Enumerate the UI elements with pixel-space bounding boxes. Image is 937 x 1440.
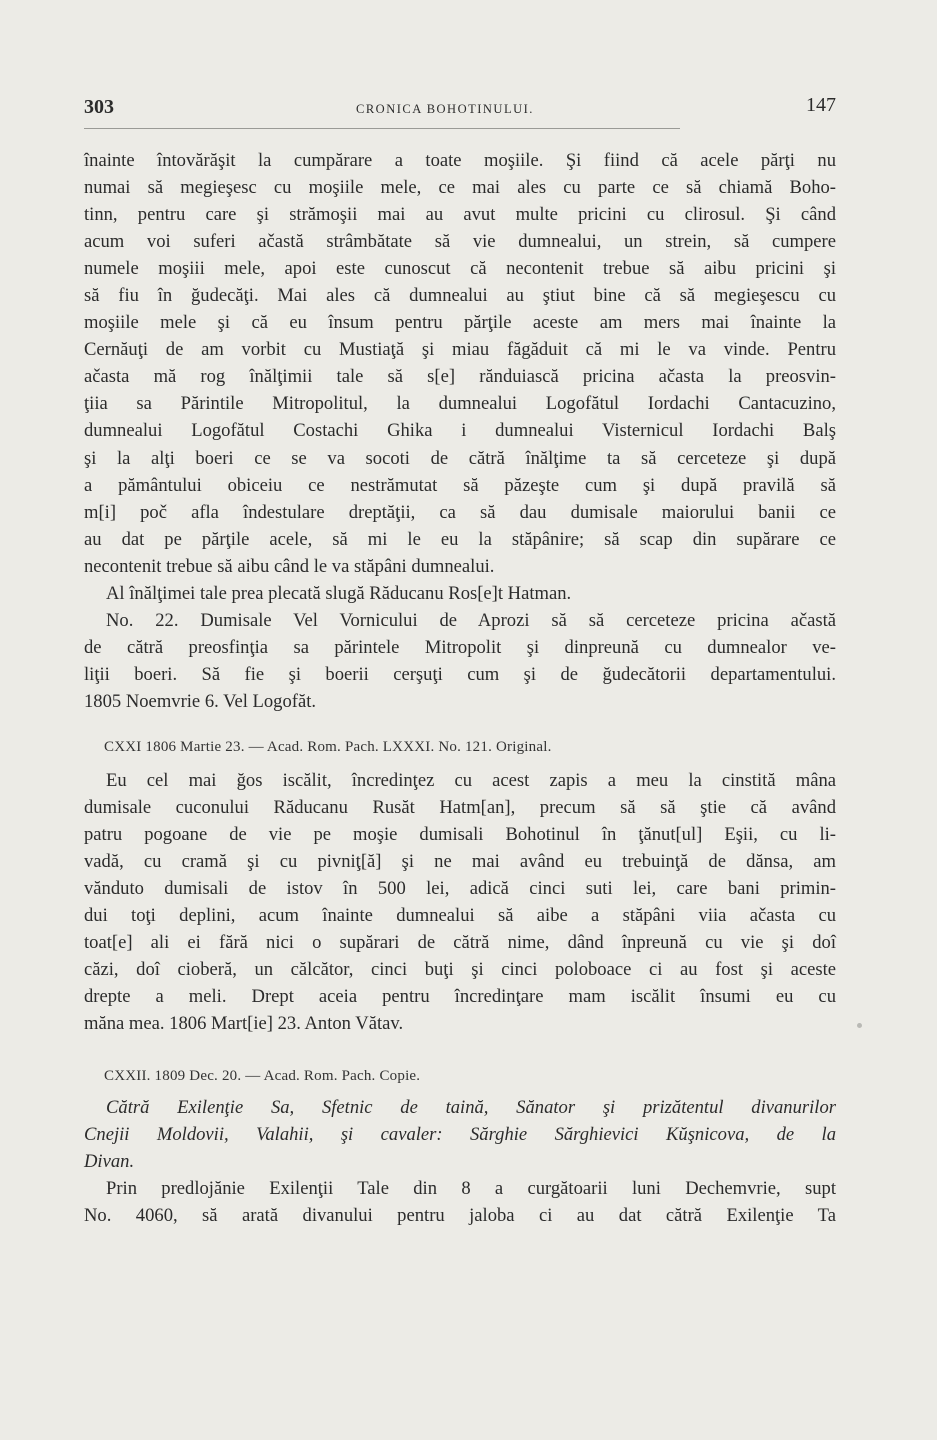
text-line: ačasta mă rog înălţimii tale să s[e] rănduiască pricina ačasta la preosvin- (84, 366, 836, 388)
text-line: dumnealui Logofătul Costachi Ghika i dumnealui Visternicul Iordachi Balş (84, 420, 836, 442)
text-line: No. 22. Dumisale Vel Vornicului de Aprozi să să cerceteze pricina ačastă (106, 609, 836, 631)
page-number: 147 (806, 94, 836, 116)
text-line: patru pogoane de vie pe moşie dumisali Bohotinul în ţănut[ul] Eşii, cu li- (84, 824, 836, 846)
document-cxxi-body (84, 767, 836, 1037)
text-line: vadă, cu cramă şi cu pivniţ[ă] şi ne mai având eu trebuinţă de dănsa, am (84, 851, 836, 873)
document-heading: CXXII. 1809 Dec. 20. — Acad. Rom. Pach. Copie. (104, 1068, 421, 1084)
text-line: dumisale cuconului Răducanu Rusăt Hatm[an], precum să să ştie că având (84, 797, 836, 819)
text-line: căzi, doî cioberă, un călcător, cinci buţi şi cinci poloboace ci au fost şi aceste (84, 959, 836, 981)
text-line: acum voi suferi ačastă strâmbătate să vie dumnealui, un strein, să cumpere (84, 231, 836, 253)
margin-speck (857, 1023, 862, 1028)
text-line: a pământului obiceiu ce nestrămutat să păzeşte cum şi după pravilă să (84, 474, 836, 496)
text-line: Eu cel mai ğos iscălit, încredinţez cu acest zapis a meu la cinstită mâna (106, 770, 836, 791)
text-line: măna mea. 1806 Mart[ie] 23. Anton Vătav. (84, 1013, 404, 1035)
document-cxxii-body (84, 1094, 836, 1229)
signature-line: Al înălţimei tale prea plecată slugă Răducanu Ros[e]t Hatman. (106, 582, 572, 604)
text-line: Cernăuţi de am vorbit cu Mustiaţă şi miau făgăduit că mi le va vinde. Pentru (84, 339, 836, 361)
text-line: 1805 Noemvrie 6. Vel Logofăt. (84, 690, 317, 712)
address-line: Cnejii Moldovii, Valahii, şi cavaler: Sărghie Sărghievici Kŭşnicova, de la (84, 1124, 836, 1146)
text-line: au dat pe părţile acele, să mi le eu la stăpânire; să scap din supărare ce (84, 528, 836, 550)
text-line: necontenit trebue să aibu când le va stăpâni dumnealui. (84, 555, 495, 577)
running-title: CRONICA BOHOTINULUI. (356, 102, 534, 116)
document-heading: CXXI 1806 Martie 23. — Acad. Rom. Pach. LXXXI. No. 121. Original. (104, 739, 552, 755)
text-line: tinn, pentru care şi strămoşii mai au avut multe pricini cu clirosul. Şi când (84, 204, 836, 226)
text-line: drepte a meli. Drept aceia pentru încredinţare mam iscălit însumi eu cu (84, 986, 836, 1008)
text-line: m[i] poč afla îndestulare dreptăţii, ca să dau dumisale maiorului banii ce (84, 501, 836, 523)
text-line: dui toţi deplini, acum înainte dumnealui să aibe a stăpâni viia ačasta cu (84, 905, 836, 927)
text-line: ţiia sa Părintile Mitropolitul, la dumnealui Logofătul Iordachi Cantacuzino, (84, 393, 836, 415)
text-line: şi la alţi boeri ce se va socoti de cătră înălţime ta să cerceteze şi după (84, 447, 836, 469)
text-line: numele moşiii mele, apoi este cunoscut că necontenit trebue să aibu pricini şi (84, 258, 836, 280)
text-line: Prin predlojănie Exilenţii Tale din 8 a curgătoarii luni Dechemvrie, supt (106, 1178, 836, 1200)
text-line: moşiile mele şi că eu însum pentru părţile aceste am mers mai înainte la (84, 312, 836, 334)
text-line: toat[e] ali ei fără nici o supărari de cătră nime, dând înpreună cu vie şi doî (84, 932, 836, 954)
page-header (84, 94, 836, 126)
text-line: înainte întovărăşit la cumpărare a toate moşiile. Şi fiind că acele părţi nu (84, 150, 836, 171)
text-line: de cătră preosfinţia sa părintele Mitropolit şi dinpreună cu dumnealor ve- (84, 636, 836, 658)
text-line: vănduto dumisali de istov în 500 lei, adică cinci suti lei, care bani primin- (84, 878, 836, 900)
text-line: numai să megieşesc cu moşiile mele, ce mai ales cu parte ce să chiamă Boho- (84, 177, 836, 199)
header-rule (84, 128, 680, 129)
header-left-number: 303 (84, 96, 114, 118)
text-line: No. 4060, să arată divanului pentru jaloba ci au dat cătră Exilenţie Ta (84, 1205, 836, 1227)
address-line: Divan. (84, 1151, 135, 1173)
address-line: Cătră Exilenţie Sa, Sfetnic de taină, Sănator şi prizătentul divanurilor (106, 1097, 836, 1118)
text-line: să fiu în ğudecăţi. Mai ales că dumnealui au ştiut bine că să megieşescu cu (84, 285, 836, 307)
paragraph-continuation (84, 147, 836, 715)
text-line: liţii boeri. Să fie şi boerii cerşuţi cum şi de ğudecătorii departamentului. (84, 663, 836, 685)
